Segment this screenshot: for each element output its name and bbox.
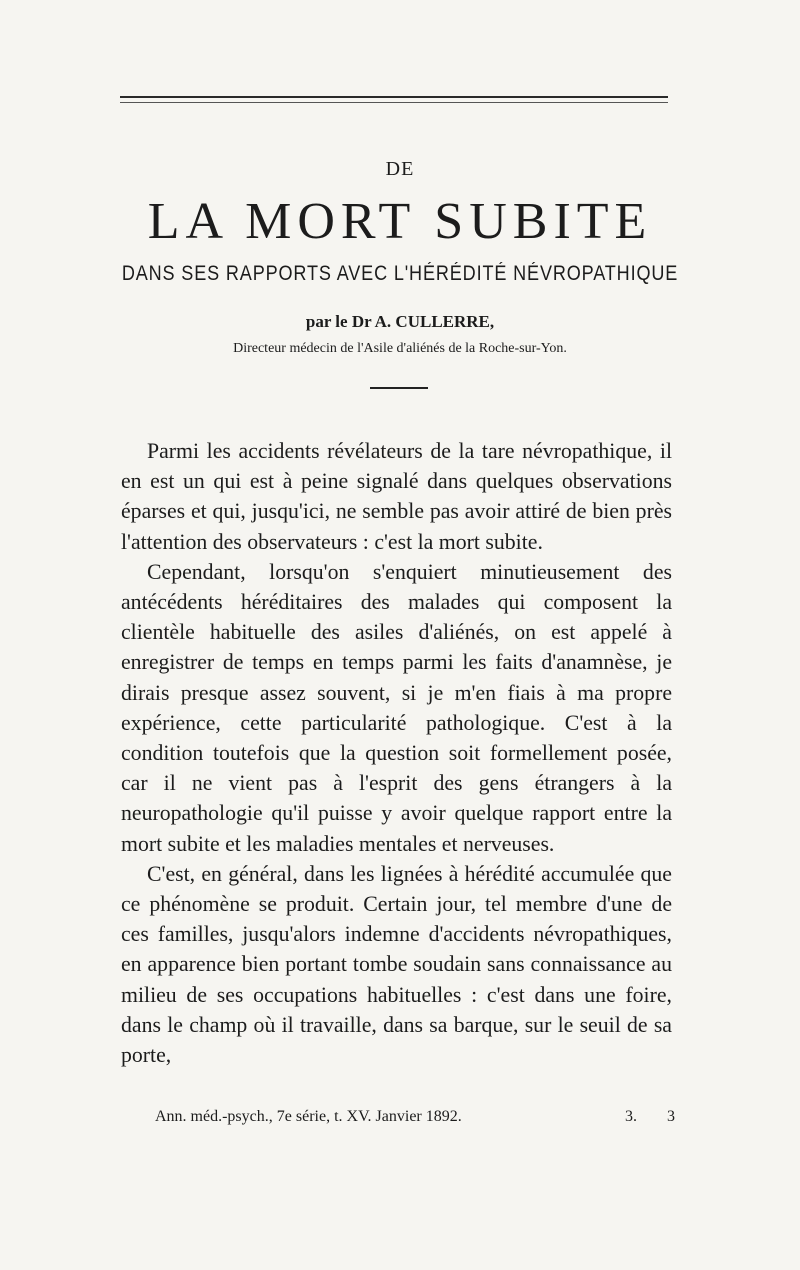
article-title: LA MORT SUBITE bbox=[147, 193, 653, 250]
page-number: 3 bbox=[667, 1108, 675, 1125]
top-rule-thin bbox=[120, 102, 668, 103]
section-divider bbox=[370, 387, 428, 389]
paragraph-2: Cependant, lorsqu'on s'enquiert minutieusement des antécédents héréditaires des malades qui composent la clientèle habituelle des asiles d'aliénés, on est appelé à enregistrer de temps en temps parmi les faits d'anamnèse, je dirais presque assez souvent, si je m'en fiais à ma propre expérience, cette particularité pathologique. C'est à la condition toutefois que la question soit formellement posée, car il ne vient pas à l'esprit des gens étrangers à la neuropathologie qu'il puisse y avoir quelque rapport entre la mort subite et les maladies mentales et nerveuses. bbox=[121, 559, 672, 856]
author-line: par le Dr A. CULLERRE, bbox=[305, 312, 495, 331]
paragraph-1: Parmi les accidents révélateurs de la tare névropathique, il en est un qui est à peine signalé dans quelques observations éparses et qui, jusqu'ici, ne semble pas avoir attiré de bien près l'attention des observateurs : c'est la mort subite. bbox=[121, 439, 672, 554]
paragraph-3: C'est, en général, dans les lignées à hérédité accumulée que ce phénomène se produit. Certain jour, tel membre d'une de ces familles, jusqu'alors indemne d'accidents névropathiques, en apparence bien portant tombe soudain sans connaissance au milieu de ses occupations habituelles : c'est dans une foire, dans le champ où il travaille, dans sa barque, sur le seuil de sa porte, bbox=[121, 861, 672, 1068]
article-body bbox=[121, 436, 672, 1070]
author-affiliation: Directeur médecin de l'Asile d'aliénés de la Roche-sur-Yon. bbox=[233, 341, 567, 356]
top-rule bbox=[120, 96, 668, 98]
heading-de: DE bbox=[385, 158, 415, 180]
page-footer bbox=[155, 1108, 675, 1126]
signature-mark: 3. bbox=[625, 1108, 637, 1125]
article-subtitle: DANS SES RAPPORTS AVEC L'HÉRÉDITÉ NÉVROPATHIQUE bbox=[121, 262, 679, 285]
journal-reference: Ann. méd.-psych., 7e série, t. XV. Janvier 1892. bbox=[155, 1108, 462, 1125]
